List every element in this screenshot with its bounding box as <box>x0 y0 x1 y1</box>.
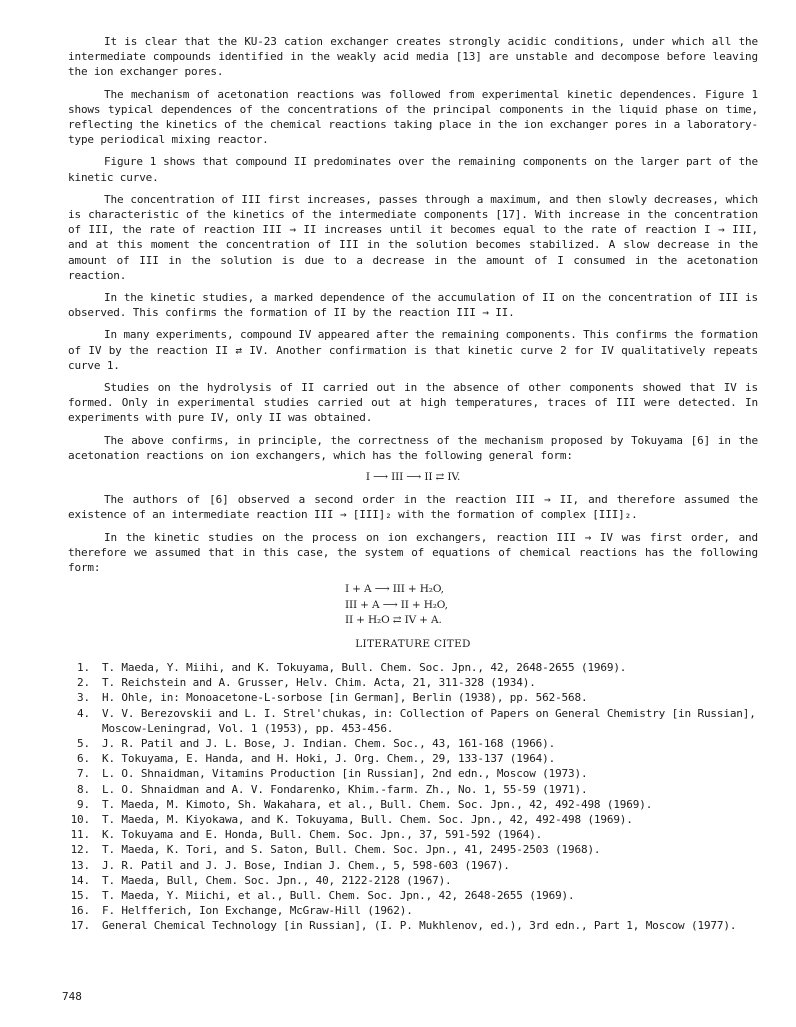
paragraph-9: The authors of [6] observed a second order in the reaction III → II, and therefore assumed the existence of an intermediate reaction III → [III]₂ with the formation of complex [III]₂. <box>68 493 758 522</box>
paragraph-6: In many experiments, compound IV appeared after the remaining components. This confirms the formation of IV by the reaction II ⇄ IV. Another confirmation is that kinetic curve 2 for IV qualitatively repeats curve 1. <box>68 328 758 372</box>
reference-text: H. Ohle, in: Monoacetone-L-sorbose [in German], Berlin (1938), pp. 562-568. <box>102 691 588 705</box>
reference-text: T. Reichstein and A. Grusser, Helv. Chim. Acta, 21, 311-328 (1934). <box>102 676 536 690</box>
reference-item <box>68 797 758 812</box>
reference-number: 4. <box>77 706 90 720</box>
reference-text: L. O. Shnaidman and A. V. Fondarenko, Khim.-farm. Zh., No. 1, 55-59 (1971). <box>102 782 588 796</box>
reference-number: 8. <box>77 782 90 796</box>
equation-2: III + A ⟶ II + H₂O, <box>345 598 448 611</box>
reference-item <box>68 903 758 918</box>
reference-item <box>68 873 758 888</box>
reference-text: General Chemical Technology [in Russian], (I. P. Mukhlenov, ed.), 3rd edn., Part 1, Moscow (1977). <box>102 919 737 933</box>
reference-number: 15. <box>70 889 90 903</box>
reference-number: 5. <box>77 737 90 751</box>
reference-number: 2. <box>77 676 90 690</box>
reference-item <box>68 690 758 705</box>
paragraph-8: The above confirms, in principle, the correctness of the mechanism proposed by Tokuyama [6] in the acetonation reactions on ion exchangers, which has the following general form: <box>68 433 758 462</box>
reference-item <box>68 675 758 690</box>
reference-item <box>68 918 758 933</box>
reference-number: 14. <box>70 873 90 887</box>
reference-number: 1. <box>77 661 90 674</box>
paragraph-10: In the kinetic studies on the process on ion exchangers, reaction III → IV was first order, and therefore we assumed that in this case, the system of equations of chemical reactions has the following form: <box>68 530 758 575</box>
reference-text: L. O. Shnaidman, Vitamins Production [in Russian], 2nd edn., Moscow (1973). <box>102 767 588 781</box>
paragraph-4: The concentration of III first increases, passes through a maximum, and then slowly decreases, which is characteristic of the kinetics of the intermediate components [17]. With increase in the concentration of III, the rate of reaction III → II increases until it becomes equal to the rate of reaction I → III, and at this moment the concentration of III in the solution becomes stabilized. A slow decrease in the amount of III in the solution is due to a decrease in the amount of I consumed in the acetonation reaction. <box>68 192 758 282</box>
reference-text: T. Maeda, M. Kimoto, Sh. Wakahara, et al., Bull. Chem. Soc. Jpn., 42, 492-498 (1969). <box>102 797 653 811</box>
equation-system <box>345 582 758 629</box>
reference-number: 16. <box>70 904 90 918</box>
reference-text: T. Maeda, K. Tori, and S. Saton, Bull. Chem. Soc. Jpn., 41, 2495-2503 (1968). <box>102 843 601 857</box>
literature-heading: LITERATURE CITED <box>355 637 471 650</box>
reference-text: T. Maeda, M. Kiyokawa, and K. Tokuyama, Bull. Chem. Soc. Jpn., 42, 492-498 (1969). <box>102 813 633 827</box>
paragraph-3: Figure 1 shows that compound II predominates over the remaining components on the larger part of the kinetic curve. <box>68 155 758 184</box>
reference-item <box>68 842 758 857</box>
paragraph-5: In the kinetic studies, a marked dependence of the accumulation of II on the concentration of III is observed. This confirms the formation of II by the reaction III → II. <box>68 291 758 320</box>
reference-number: 9. <box>77 797 90 811</box>
reference-item <box>68 812 758 827</box>
reference-number: 6. <box>77 752 90 766</box>
reference-number: 17. <box>70 919 90 933</box>
paragraph-2: The mechanism of acetonation reactions was followed from experimental kinetic dependences. Figure 1 shows typical dependences of the concentrations of the principal components in the liquid phase on time, reflecting the kinetics of the chemical reactions taking place in the ion exchanger pores in a laboratory-type periodical mixing reactor. <box>68 87 758 147</box>
reference-number: 7. <box>77 767 90 781</box>
paragraph-1: It is clear that the KU-23 cation exchanger creates strongly acidic conditions, under which all the intermediate compounds identified in the weakly acid media [13] are unstable and decompose before leaving the ion exchanger pores. <box>68 35 758 79</box>
reference-number: 11. <box>70 828 90 842</box>
reference-item <box>68 660 758 675</box>
reference-text: V. V. Berezovskii and L. I. Strel'chukas, in: Collection of Papers on General Chemistry [in Russian], Moscow-Leningrad, Vol. 1 (1953), pp. 453-456. <box>102 706 756 735</box>
equation-1: I + A ⟶ III + H₂O, <box>345 583 444 596</box>
reference-text: F. Helfferich, Ion Exchange, McGraw-Hill (1962). <box>102 904 413 918</box>
paragraph-7: Studies on the hydrolysis of II carried out in the absence of other components showed that IV is formed. Only in experimental studies carried out at high temperatures, traces of III were detected. In experiments with pure IV, only II was obtained. <box>68 381 758 425</box>
reference-item <box>68 858 758 873</box>
paper-page <box>68 34 758 934</box>
reference-text: T. Maeda, Y. Miihi, and K. Tokuyama, Bull. Chem. Soc. Jpn., 42, 2648-2655 (1969). <box>102 661 627 674</box>
reference-text: J. R. Patil and J. L. Bose, J. Indian. Chem. Soc., 43, 161-168 (1966). <box>102 737 556 751</box>
reference-list <box>68 660 758 934</box>
equation-3: II + H₂O ⇄ IV + A. <box>345 614 442 627</box>
reference-text: T. Maeda, Y. Miichi, et al., Bull. Chem. Soc. Jpn., 42, 2648-2655 (1969). <box>102 889 575 903</box>
reference-item <box>68 782 758 797</box>
reference-number: 10. <box>70 813 90 827</box>
reference-number: 3. <box>77 691 90 705</box>
reference-item <box>68 751 758 766</box>
reference-text: J. R. Patil and J. J. Bose, Indian J. Chem., 5, 598-603 (1967). <box>102 858 510 872</box>
reference-item <box>68 827 758 842</box>
reference-item <box>68 736 758 751</box>
reference-number: 12. <box>70 843 90 857</box>
reference-text: T. Maeda, Bull, Chem. Soc. Jpn., 40, 2122-2128 (1967). <box>102 873 452 887</box>
reference-text: K. Tokuyama, E. Handa, and H. Hoki, J. Org. Chem., 29, 133-137 (1964). <box>102 752 556 766</box>
page-number: 748 <box>62 990 82 1003</box>
reference-item <box>68 766 758 781</box>
reference-item <box>68 888 758 903</box>
reference-text: K. Tokuyama and E. Honda, Bull. Chem. Soc. Jpn., 37, 591-592 (1964). <box>102 828 543 842</box>
reference-item <box>68 706 758 736</box>
reaction-scheme: I ⟶ III ⟶ II ⇄ IV. <box>365 471 461 484</box>
reference-number: 13. <box>70 858 90 872</box>
